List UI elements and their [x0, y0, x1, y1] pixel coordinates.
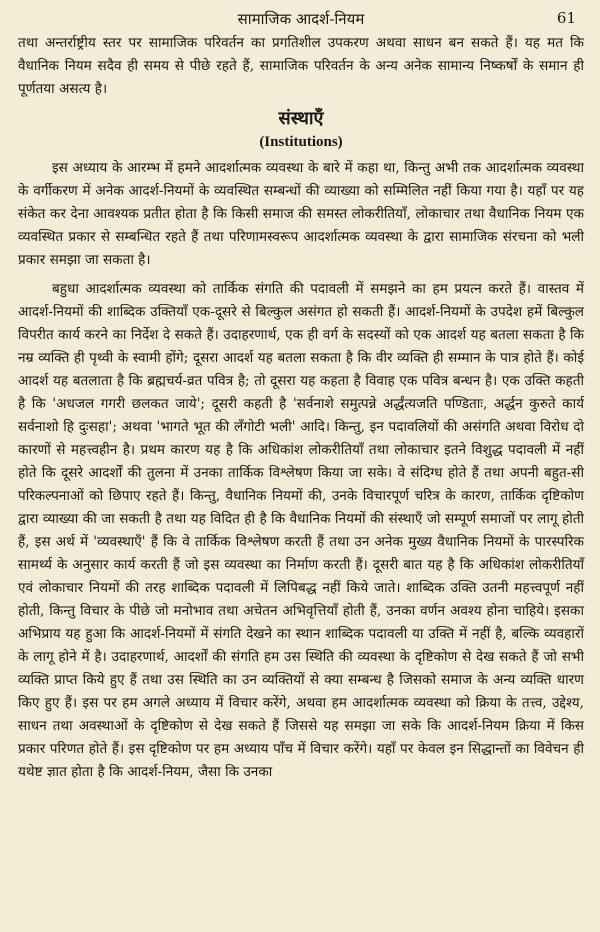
paragraph-1: इस अध्याय के आरम्भ में हमने आदर्शात्मक व्यवस्था के बारे में कहा था, किन्तु अभी तक आदर्शात्मक व्यवस्था के वर्गीकरण में अनेक आदर्श-नियमों के व्यवस्थित सम्बन्धों की व्याख्या को सम्मिलित नहीं किया गया है। यहाँ पर यह संकेत कर देना आवश्यक प्रतीत होता है कि किसी समाज की समस्त लोकरीतियाँ, लोकाचार तथा वैधानिक नियम एक व्यवस्थित प्रकार से सम्बन्धित रहते हैं तथा परिणामस्वरूप आदर्शात्मक व्यवस्था के द्वारा सामाजिक संरचना को भली प्रकार समझा जा सकता है। [18, 160, 584, 268]
paragraph-2: बहुधा आदर्शात्मक व्यवस्था को तार्किक संगति की पदावली में समझने का हम प्रयत्न करते हैं। वास्तव में आदर्श-नियमों की शाब्दिक उक्तियाँ एक-दूसरे से बिल्कुल असंगत हो सकती हैं। आदर्श-नियमों के उपदेश हमें बिल्कुल विपरीत कार्य करने का निर्देश दे सकते हैं। उदाहरणार्थ, एक ही वर्ग के सदस्यों को एक आदर्श यह बतला सकता है कि नम्र व्यक्ति ही पृथ्वी के स्वामी होंगे; दूसरा आदर्श यह बतला सकता है कि वीर व्यक्ति ही सम्मान के पात्र होते हैं। कोई आदर्श यह बतलाता है कि ब्रह्मचर्य-व्रत पवित्र है; तो दूसरा यह कहता है विवाह एक पवित्र बन्धन है। एक उक्ति कहती है कि 'अधजल गगरी छलकत जाये'; दूसरी कहती है 'सर्वनाशे समुत्पन्ने अर्द्धंत्यजति पण्डिताः, अर्द्धन कुरुते कार्य सर्वनाशो हि दुःसहा'; अथवा 'भागते भूत की लँगोटी भली' आदि। किन्तु, इन पदावलियों की असंगति अथवा विरोध दो कारणों से महत्त्वहीन है। प्रथम कारण यह है कि अधिकांश लोकरीतियाँ तथा लोकाचार इतने विशुद्ध पदावली में नहीं होते कि दूसरे आदर्शों की तुलना में उनका तार्किक विश्लेषण किया जा सके। वे संदिग्ध होते हैं तथा अपनी बहुत-सी परिकल्पनाओं को छिपाए रहते हैं। किन्तु, वैधानिक नियमों की, उनके विचारपूर्ण चरित्र के कारण, तार्किक दृष्टिकोण द्वारा व्याख्या की जा सकती है तथा यह विदित ही है कि वैधानिक नियमों की संस्थाएँ जो सम्पूर्ण समाजों पर लागू होती हैं, इस अर्थ में 'व्यवस्थाएँ' हैं कि वे तार्किक विश्लेषण करती हैं तथा उन अनेक मुख्य वैधानिक नियमों के पारस्परिक सामर्थ्य के अनुसार कार्य करती हैं जो इस व्यवस्था का निर्माण करती हैं। दूसरी बात यह है कि अधिकांश लोकरीतियाँ एवं लोकाचार नियमों की तरह शाब्दिक पदावली में लिपिबद्ध नहीं किये जाते। शाब्दिक उक्ति उतनी महत्त्वपूर्ण नहीं होती, किन्तु विचार के पीछे जो मनोभाव तथा अचेतन अभिवृत्तियाँ होती हैं, उनका वर्णन अवश्य होना चाहिये। इसका अभिप्राय यह हुआ कि आदर्श-नियमों में संगति देखने का स्थान शाब्दिक पदावली या उक्ति में नहीं है, बल्कि व्यवहारों के लागू होने में है। उदाहरणार्थ, आदर्शों की संगति हम उस स्थिति की व्यवस्था के दृष्टिकोण से देख सकते हैं जो सभी व्यक्ति प्राप्त किये हुए हैं तथा उस स्थिति का उन व्यक्तियों से क्या सम्बन्ध है जिसको समाज के अन्य व्यक्ति धारण किए हुए हैं। इस पर हम अगले अध्याय में विचार करेंगे, अथवा हम आदर्शात्मक व्यवस्था को क्रिया के तत्त्व, उद्देश्य, साधन तथा अवस्थाओं के दृष्टिकोण से देख सकते हैं जिससे यह समझा जा सके कि आदर्श-नियम क्रिया में किस प्रकार परिणत होते हैं। इस दृष्टिकोण पर हम अध्याय पाँच में विचार करेंगे। यहाँ पर केवल इन सिद्धान्तों का विवेचन ही यथेष्ट ज्ञात होता है कि आदर्श-नियम, जैसा कि उनका [18, 281, 584, 780]
running-title: सामाजिक आदर्श-नियम [237, 10, 365, 28]
section-subheading: (Institutions) [259, 134, 343, 150]
page-number: 61 [556, 9, 576, 27]
section-heading: संस्थाएँ [278, 108, 324, 129]
opening-paragraph: तथा अन्तर्राष्ट्रीय स्तर पर सामाजिक परिवर्तन का प्रगतिशील उपकरण अथवा साधन बन सकते हैं। यह मत कि वैधानिक नियम सदैव ही समय से पीछे रहते हैं, सामाजिक परिवर्तन के अन्य अनेक सामान्य निष्कर्षों के समान ही पूर्णतया असत्य है। [18, 35, 584, 97]
running-header [18, 4, 584, 32]
